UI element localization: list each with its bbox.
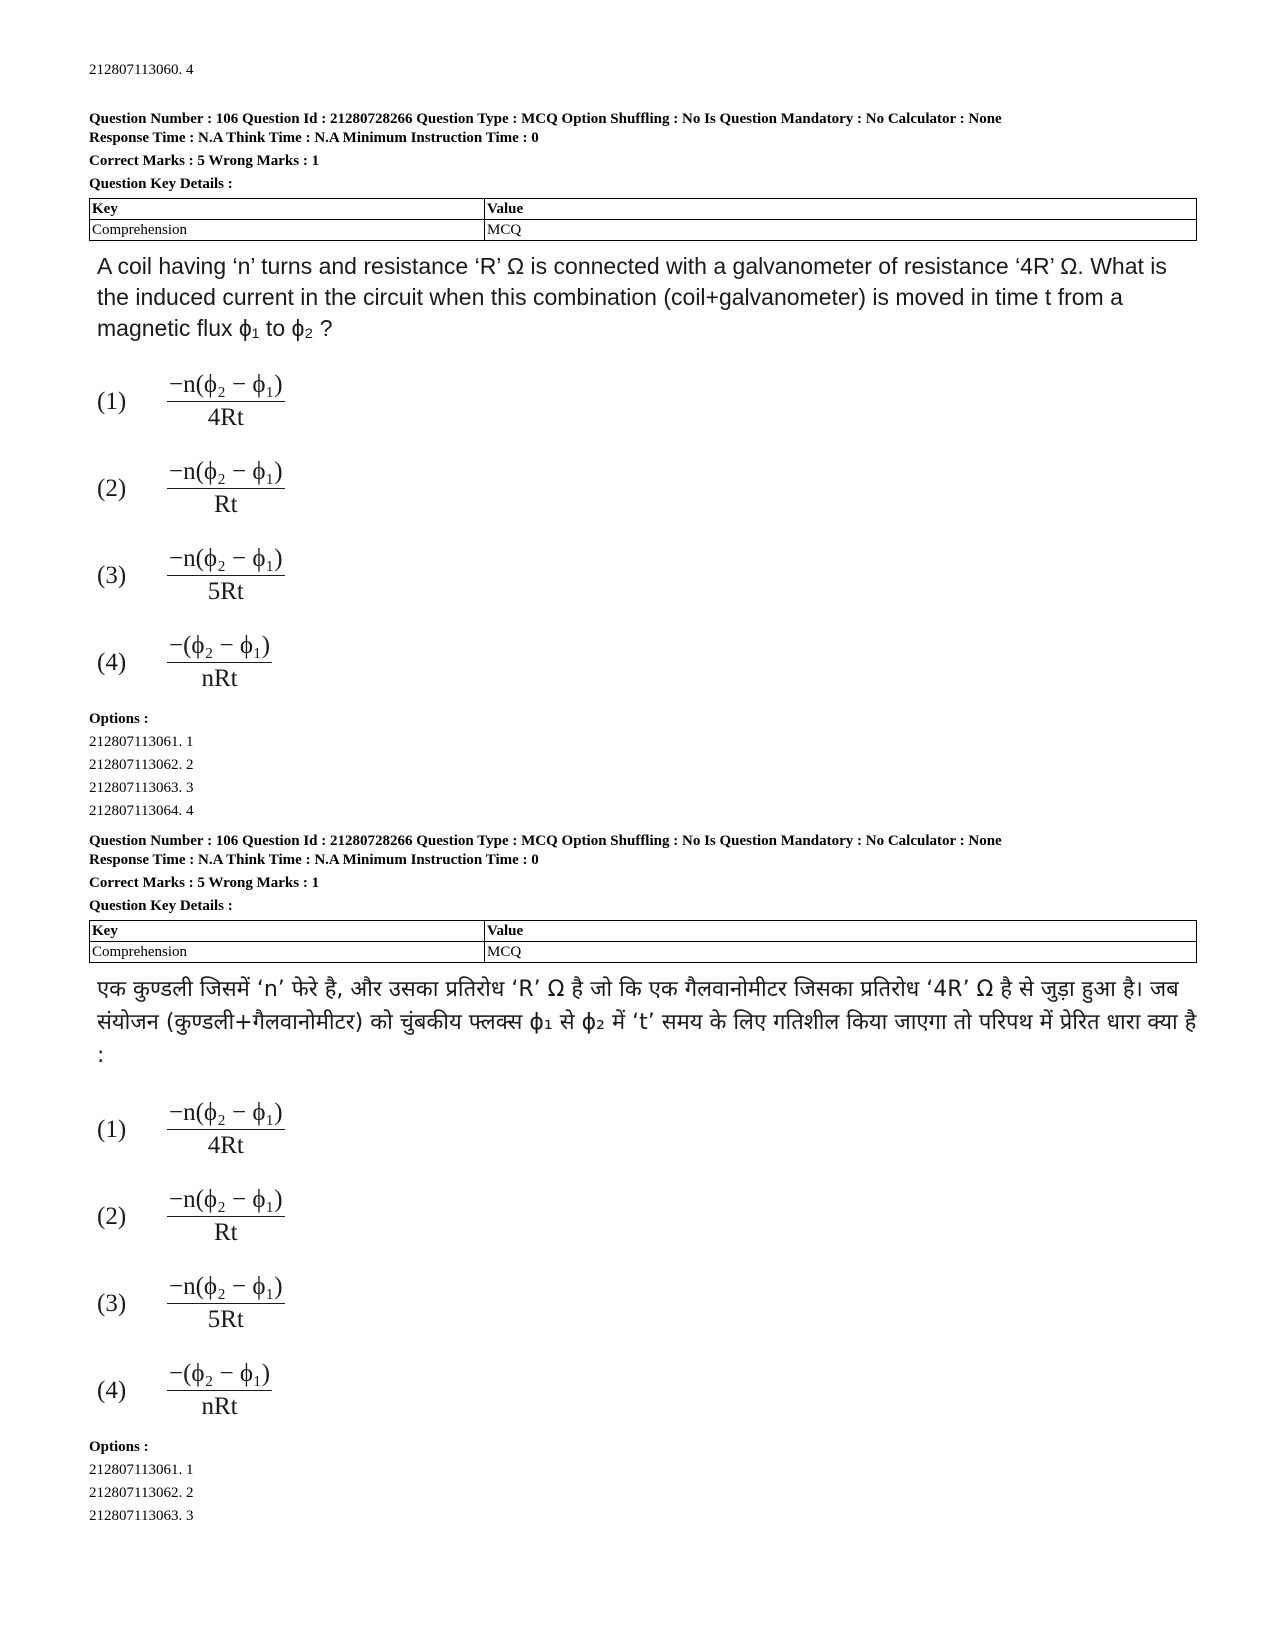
meta-line-2: Response Time : N.A Think Time : N.A Minimum Instruction Time : 0 bbox=[89, 130, 539, 146]
table-header-row bbox=[90, 199, 1197, 220]
answer-choice bbox=[97, 1347, 1199, 1434]
options-label: Options : bbox=[89, 1439, 149, 1455]
key-details-label: Question Key Details : bbox=[89, 176, 233, 192]
answer-choice bbox=[97, 445, 1199, 532]
options-list bbox=[89, 1459, 1199, 1528]
meta-line-1: Question Number : 106 Question Id : 21280728266 Question Type : MCQ Option Shuffling : No Is Question Mandatory : No Calculator : None bbox=[89, 111, 1002, 127]
answer-choice bbox=[97, 358, 1199, 445]
option-id: 212807113062. 2 bbox=[89, 757, 194, 773]
page-header-id: 212807113060. 4 bbox=[89, 62, 194, 78]
table-header-value: Value bbox=[485, 199, 1197, 220]
choice-label: (2) bbox=[97, 474, 127, 502]
option-id: 212807113063. 3 bbox=[89, 780, 194, 796]
table-cell-value: MCQ bbox=[485, 220, 1197, 241]
option-id: 212807113064. 4 bbox=[89, 803, 194, 819]
fraction-denominator: 4Rt bbox=[207, 1132, 244, 1159]
fraction-denominator: Rt bbox=[213, 491, 238, 518]
answer-choice bbox=[97, 619, 1199, 706]
choice-fraction bbox=[167, 1273, 285, 1334]
fraction-numerator: −n(ϕ₂ − ϕ₁) bbox=[167, 545, 285, 576]
choice-label: (1) bbox=[97, 1115, 127, 1143]
question-block-english bbox=[89, 110, 1199, 823]
fraction-numerator: −(ϕ₂ − ϕ₁) bbox=[167, 632, 272, 663]
fraction-numerator: −n(ϕ₂ − ϕ₁) bbox=[167, 371, 285, 402]
answer-choice bbox=[97, 1260, 1199, 1347]
question-text: एक कुण्डली जिसमें ‘n’ फेरे है, और उसका प्रतिरोध ‘R’ Ω है जो कि एक गैलवानोमीटर जिसका प्रतिरोध ‘4R’ Ω है से जुड़ा हुआ है। जब संयोजन (कुण्डली+गैलवानोमीटर) को चुंबकीय फ्लक्स ϕ₁ से ϕ₂ में ‘t’ समय के लिए गतिशील किया जाएगा तो परिपथ में प्रेरित धारा क्या है : bbox=[97, 977, 1197, 1068]
question-block-hindi bbox=[89, 832, 1199, 1528]
key-details-table bbox=[89, 198, 1197, 241]
fraction-numerator: −n(ϕ₂ − ϕ₁) bbox=[167, 458, 285, 489]
choice-fraction bbox=[167, 371, 285, 432]
key-details-label: Question Key Details : bbox=[89, 898, 233, 914]
option-id: 212807113061. 1 bbox=[89, 734, 194, 750]
options-label: Options : bbox=[89, 711, 149, 727]
answer-choice bbox=[97, 1086, 1199, 1173]
option-id: 212807113062. 2 bbox=[89, 1485, 194, 1501]
choice-fraction bbox=[167, 632, 272, 693]
table-header-key: Key bbox=[90, 921, 485, 942]
option-id: 212807113063. 3 bbox=[89, 1508, 194, 1524]
choice-fraction bbox=[167, 458, 285, 519]
meta-line-1: Question Number : 106 Question Id : 21280728266 Question Type : MCQ Option Shuffling : No Is Question Mandatory : No Calculator : None bbox=[89, 833, 1002, 849]
table-header-value: Value bbox=[485, 921, 1197, 942]
choice-label: (2) bbox=[97, 1202, 127, 1230]
fraction-numerator: −(ϕ₂ − ϕ₁) bbox=[167, 1360, 272, 1391]
question-meta bbox=[89, 832, 1199, 916]
fraction-numerator: −n(ϕ₂ − ϕ₁) bbox=[167, 1273, 285, 1304]
table-cell-key: Comprehension bbox=[90, 220, 485, 241]
fraction-numerator: −n(ϕ₂ − ϕ₁) bbox=[167, 1186, 285, 1217]
choice-fraction bbox=[167, 1360, 272, 1421]
choice-label: (3) bbox=[97, 561, 127, 589]
choice-fraction bbox=[167, 1186, 285, 1247]
marks-line: Correct Marks : 5 Wrong Marks : 1 bbox=[89, 875, 320, 891]
fraction-denominator: 5Rt bbox=[207, 1306, 244, 1333]
answer-choice bbox=[97, 1173, 1199, 1260]
fraction-numerator: −n(ϕ₂ − ϕ₁) bbox=[167, 1099, 285, 1130]
fraction-denominator: 4Rt bbox=[207, 404, 244, 431]
option-id: 212807113061. 1 bbox=[89, 1462, 194, 1478]
choice-fraction bbox=[167, 545, 285, 606]
choice-fraction bbox=[167, 1099, 285, 1160]
answer-choice bbox=[97, 532, 1199, 619]
question-text: A coil having ‘n’ turns and resistance ‘R’ Ω is connected with a galvanometer of resistance ‘4R’ Ω. What is the induced current in the circuit when this combination (coil+galvanometer) is moved in time t from a magnetic flux ϕ₁ to ϕ₂ ? bbox=[97, 253, 1167, 341]
choice-label: (3) bbox=[97, 1289, 127, 1317]
marks-line: Correct Marks : 5 Wrong Marks : 1 bbox=[89, 153, 320, 169]
choice-label: (4) bbox=[97, 1376, 127, 1404]
fraction-denominator: nRt bbox=[201, 1393, 238, 1420]
question-meta bbox=[89, 110, 1199, 194]
key-details-table bbox=[89, 920, 1197, 963]
table-row bbox=[90, 942, 1197, 963]
fraction-denominator: 5Rt bbox=[207, 578, 244, 605]
choice-label: (4) bbox=[97, 648, 127, 676]
answer-choices bbox=[97, 1086, 1199, 1434]
table-header-row bbox=[90, 921, 1197, 942]
table-header-key: Key bbox=[90, 199, 485, 220]
choice-label: (1) bbox=[97, 387, 127, 415]
fraction-denominator: Rt bbox=[213, 1219, 238, 1246]
table-cell-value: MCQ bbox=[485, 942, 1197, 963]
table-row bbox=[90, 220, 1197, 241]
options-list bbox=[89, 731, 1199, 823]
meta-line-2: Response Time : N.A Think Time : N.A Minimum Instruction Time : 0 bbox=[89, 852, 539, 868]
table-cell-key: Comprehension bbox=[90, 942, 485, 963]
answer-choices bbox=[97, 358, 1199, 706]
fraction-denominator: nRt bbox=[201, 665, 238, 692]
